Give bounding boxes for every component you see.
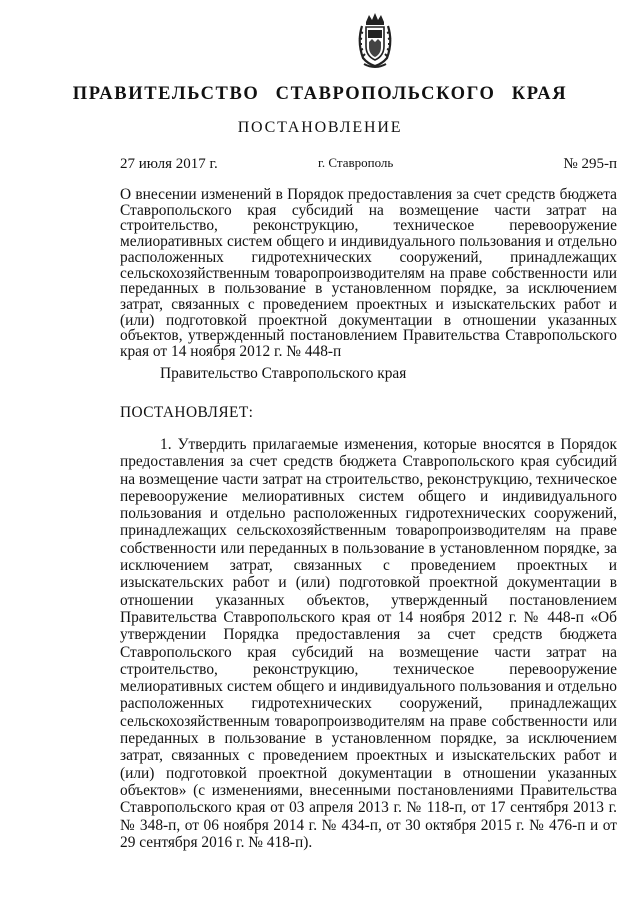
issuing-authority: Правительство Ставропольского края — [160, 365, 407, 382]
coat-of-arms-icon — [356, 12, 394, 70]
document-number: № 295-п — [563, 156, 617, 172]
document-subject: О внесении изменений в Порядок предоставления за счет средств бюджета Ставропольского края субсидий на возмещение части затрат на строительство, реконструкцию, техническое перевооружение мелиоративных систем общего и индивидуального пользования и отдельно расположенных гидротехнических сооружений, принадлежащих сельскохозяйственным товаропроизводителям на праве собственности или переданных в пользование в установленном порядке, за исключением затрат, связанных с проведением проектных и изыскательских работ и (или) подготовкой проектной документации в отношении указанных объектов, утвержденный постановлением Правительства Ставропольского края от 14 ноября 2012 г. № 448-п — [120, 186, 617, 361]
resolves-heading: ПОСТАНОВЛЯЕТ: — [120, 404, 254, 421]
document-type-title: ПОСТАНОВЛЕНИЕ — [237, 119, 403, 136]
document-city: г. Ставрополь — [318, 155, 394, 170]
paragraph-1: 1. Утвердить прилагаемые изменения, которые вносятся в Порядок предоставления за счет средств бюджета Ставропольского края субсидий на возмещение части затрат на строительство, реконструкцию, техническое перевооружение мелиоративных систем общего и индивидуального пользования и отдельно расположенных гидротехнических сооружений, принадлежащих сельскохозяйственным товаропроизводителям на праве собственности или переданных в пользование в установленном порядке, за исключением затрат, связанных с проведением проектных и изыскательских работ и (или) подготовкой проектной документации в отношении указанных объектов, утвержденный постановлением Правительства Ставропольского края от 14 ноября 2012 г. № 448-п «Об утверждении Порядка предоставления за счет средств бюджета Ставропольского края субсидий на возмещение части затрат на строительство, реконструкцию, техническое перевооружение мелиоративных систем общего и индивидуального пользования и отдельно расположенных гидротехнических сооружений, принадлежащих сельскохозяйственным товаропроизводителям на праве собственности или переданных в пользование в установленном порядке, за исключением затрат, связанных с проведением проектных и изыскательских работ и (или) подготовкой проектной документации в отношении указанных объектов» (с изменениями, внесенными постановлениями Правительства Ставропольского края от 03 апреля 2013 г. № 118-п, от 17 сентября 2013 г. № 348-п, от 06 ноября 2014 г. № 434-п, от 30 октября 2015 г. № 476-п и от 29 сентября 2016 г. № 418-п). — [120, 436, 617, 851]
document-date: 27 июля 2017 г. — [120, 156, 218, 172]
government-title: ПРАВИТЕЛЬСТВО СТАВРОПОЛЬСКОГО КРАЯ — [72, 84, 568, 104]
